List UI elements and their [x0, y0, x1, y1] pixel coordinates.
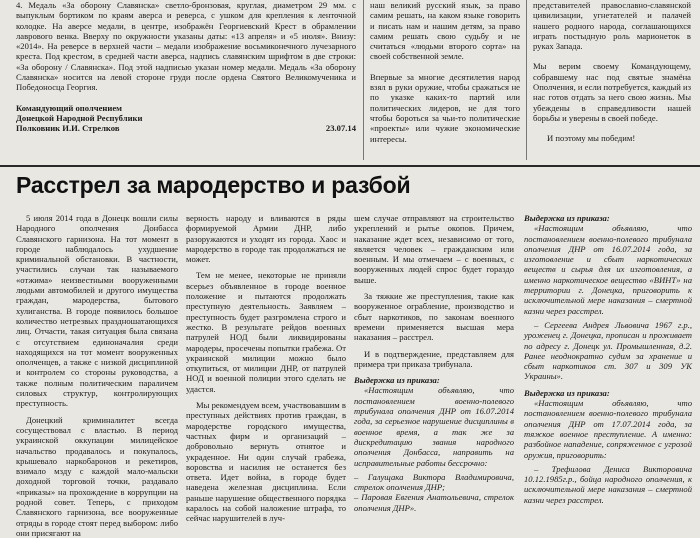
article-paragraph: Тем не менее, некоторые не приняли всерьез объявленное в городе военное положение и пытаются продолжать преступную деятельность. Заявляем – преступность будет разгромлена строго и жестко. В результате рейдов военных патрулей НОД были ликвидированы мародеры, просечены попытки грабежа. От украинской милиции можно было откупиться, от милиции ДНР, от патрулей НОД и военной полиции этого сделать не удастся.	[186, 270, 346, 394]
signature-name: Полковник И.И. Стрелков	[16, 123, 120, 134]
article-column-4	[524, 213, 692, 514]
signature-date: 23.07.14	[325, 123, 356, 134]
article-column-3	[354, 213, 514, 514]
article-headline: Расстрел за мародерство и разбой	[16, 172, 411, 198]
top-right-paragraph-3: И поэтому мы победим!	[547, 133, 636, 144]
order-extract-label: Выдержка из приказа:	[524, 213, 610, 223]
top-middle-paragraph-2: Впервые за многие десятилетия народ взял в руки оружие, чтобы сражаться не по указке каких-то партий или политических лидеров, не для того чтобы бороться за чьи-то политические «проекты» или чужие экономические интересы.	[370, 71, 520, 144]
article-column-1	[16, 213, 178, 538]
top-left-column	[16, 0, 356, 162]
article-paragraph: 5 июля 2014 года в Донецк вошли силы Народного ополчения Донбасса Славянского гарнизона. На тот момент в городе наблюдалось ухудшение криминальной обстановки. В частности, участились случаи так называемого «отжима» неизвестными вооруженными людьми автомобилей и другого имущества граждан, мародерства, бытового хулиганства. В городе появилось большое количество нетрезвых праздношатающихся лиц. Отчасти, такая ситуация была связана с отсутствием единоначалия среди находящихся на тот момент вооруженных ополченцев, а также с низкой дисциплиной и контролем со стороны руководства, а также полным политическим параличем силовых структур, контролирующих преступность.	[16, 213, 178, 409]
order-extract-text: «Настоящим объявляю, что постановлением военно-полевого трибунала ополчения ДНР от 16.07.2014 года, за изготовление и сбыт наркотических веществ и сырья для их изготовления, а именно наркотическое вещество «ВИНТ» на территории г. Донецка, приговорить к исключительной мере наказания – смертной казни через расстрел.	[524, 223, 692, 316]
article-paragraph: За тяжкие же преступления, такие как вооруженное ограбление, производство и сбыт наркотиков, по законам военного времени применяется высшая мера наказания – расстрел.	[354, 291, 514, 343]
order-name-2: – Паровая Евгения Анатольевича, стрелок ополчения ДНР».	[354, 492, 514, 513]
article-column-2	[186, 213, 346, 524]
top-right-paragraph-1: представителей православно-славянской цивилизации, угнетателей и палачей нашего родного народа, соглашающихся играть постыдную роль марионеток в руках Запада.	[533, 0, 691, 52]
top-right-column	[533, 0, 691, 162]
article-paragraph: верность народу и вливаются в ряды формируемой Армии ДНР, либо разоружаются и уходят из города. Хаос и мародерство в городе так продолжаться не может.	[186, 213, 346, 265]
column-divider	[363, 0, 364, 160]
article-paragraph: И в подтверждение, представляем для примера три приказа трибунала.	[354, 348, 514, 369]
article-paragraph: Мы рекомендуем всем, участвовавшим в преступных действиях против граждан, в мародерстве городского имущества, частных фирм и организаций – добровольно вернуть отнятое и украденное. Ни один случай грабежа, воровства и насилия не останется без ответа. Идет война, в городе будет наведена железная дисциплина. Если раньше нарушение общественного порядка каралось на собой наложение штрафа, то сейчас нарушителей в луч-	[186, 400, 346, 524]
article-paragraph: Донецкий криминалитет всегда сосуществовал с властью. В период украинской оккупации милицейское начальство продавалось и покупалось, крышевало наркобаронов и рекетиров, взимало мзду с каждой мало-мальски доходной торговой точки, раздавало «приказы» на прохождение в коррупции на родной совет. Теперь, с приходом Славянского гарнизона, все вооруженные отряды в городе стоят перед выбором: либо они присягают на	[16, 414, 178, 538]
signature-organization: Донецкой Народной Республики	[16, 112, 143, 123]
signature-title: Командующий ополчением	[16, 102, 122, 113]
order-extract-label: Выдержка из приказа:	[354, 375, 440, 386]
order-person: – Сергеева Андрея Львовича 1967 г.р., уроженец г. Донецка, прописан и проживает по адресу г. Донецк ул. Промышленная, д.2. Ранее неоднократно судим за хранение и сбыт наркотиков ст. 307 и 309 УК Украины».	[524, 319, 692, 382]
column-divider	[526, 0, 527, 160]
order-extract-text: «Настоящим объявляю, что постановлением военно-полевого трибунала ополчения ДНР от 16.07.2014 года, за серьезное нарушение дисциплины в военное время, а так же за дискредитацию звания народного ополчения Донбасса, направить на исправительные работы бессрочно:	[354, 385, 514, 468]
order-extract-text: «Настоящим объявляю, что постановлением военно-полевого трибунала ополчения ДНР от 17.07.2014 года, за тяжкое военное преступление. А именно: разбойное нападение, сопряженное с угрозой оружия, приговорить:	[524, 398, 692, 460]
article-paragraph: шем случае отправляют на строительство укреплений и рытье окопов. Причем, наказание ждет всех, независимо от того, является человек – гражданским или военным. И мы отмечаем – с военных, с вооруженных людей спрос будет гораздо выше.	[354, 213, 514, 285]
top-right-paragraph-2: Мы верим своему Командующему, собравшему нас под святые знамёна Ополчения, и если потребуется, каждый из нас готов отдать за него свою жизнь. Мы убеждены в справедливости нашей борьбы и уверены в своей победе.	[533, 61, 691, 123]
order-extract-label: Выдержка из приказа:	[524, 387, 610, 398]
order-person: – Трефилова Дениса Викторовича 10.12.1985г.р., бойца народного ополчения, к исключительной мере наказания – смертной казни через расстрел.	[524, 463, 692, 505]
section-divider	[0, 165, 700, 167]
top-middle-column	[370, 0, 520, 162]
medal-description-paragraph: 4. Медаль «За оборону Славянска» светло-бронзовая, круглая, диаметром 29 мм. с выпуклым бортиком по краям аверса и реверса, с ушком для крепления к ленточной колодке. На аверсе медали, в центре, изображён Георгиевский Крест в обрамлении лаврового венка. Вверху по окружности указаны даты: «13 апреля» и «5 июля». Внизу: «2014». На реверсе в верхней части – медали изображение восьмиконечного лучезарного креста. Под крестом, в средней части аверса, надпись славянским шрифтом в две строки: «За оборону / Славянска». Под этой надписью указан номер медали. Медаль «За оборону Славянска» носится на левой стороне груди после ордена Святого Великомученика и Победоносца Георгия.	[16, 0, 356, 93]
order-name-1: – Галущака Виктора Владимировича, стрелок ополчения ДНР;	[354, 471, 514, 493]
top-middle-paragraph-1: наш великий русский язык, за право самим решать, на каком языке говорить и писать нам и нашим детям, за право самим решать свою судьбу и не считаться «людьми второго сорта» на своей собственной земле.	[370, 0, 520, 62]
